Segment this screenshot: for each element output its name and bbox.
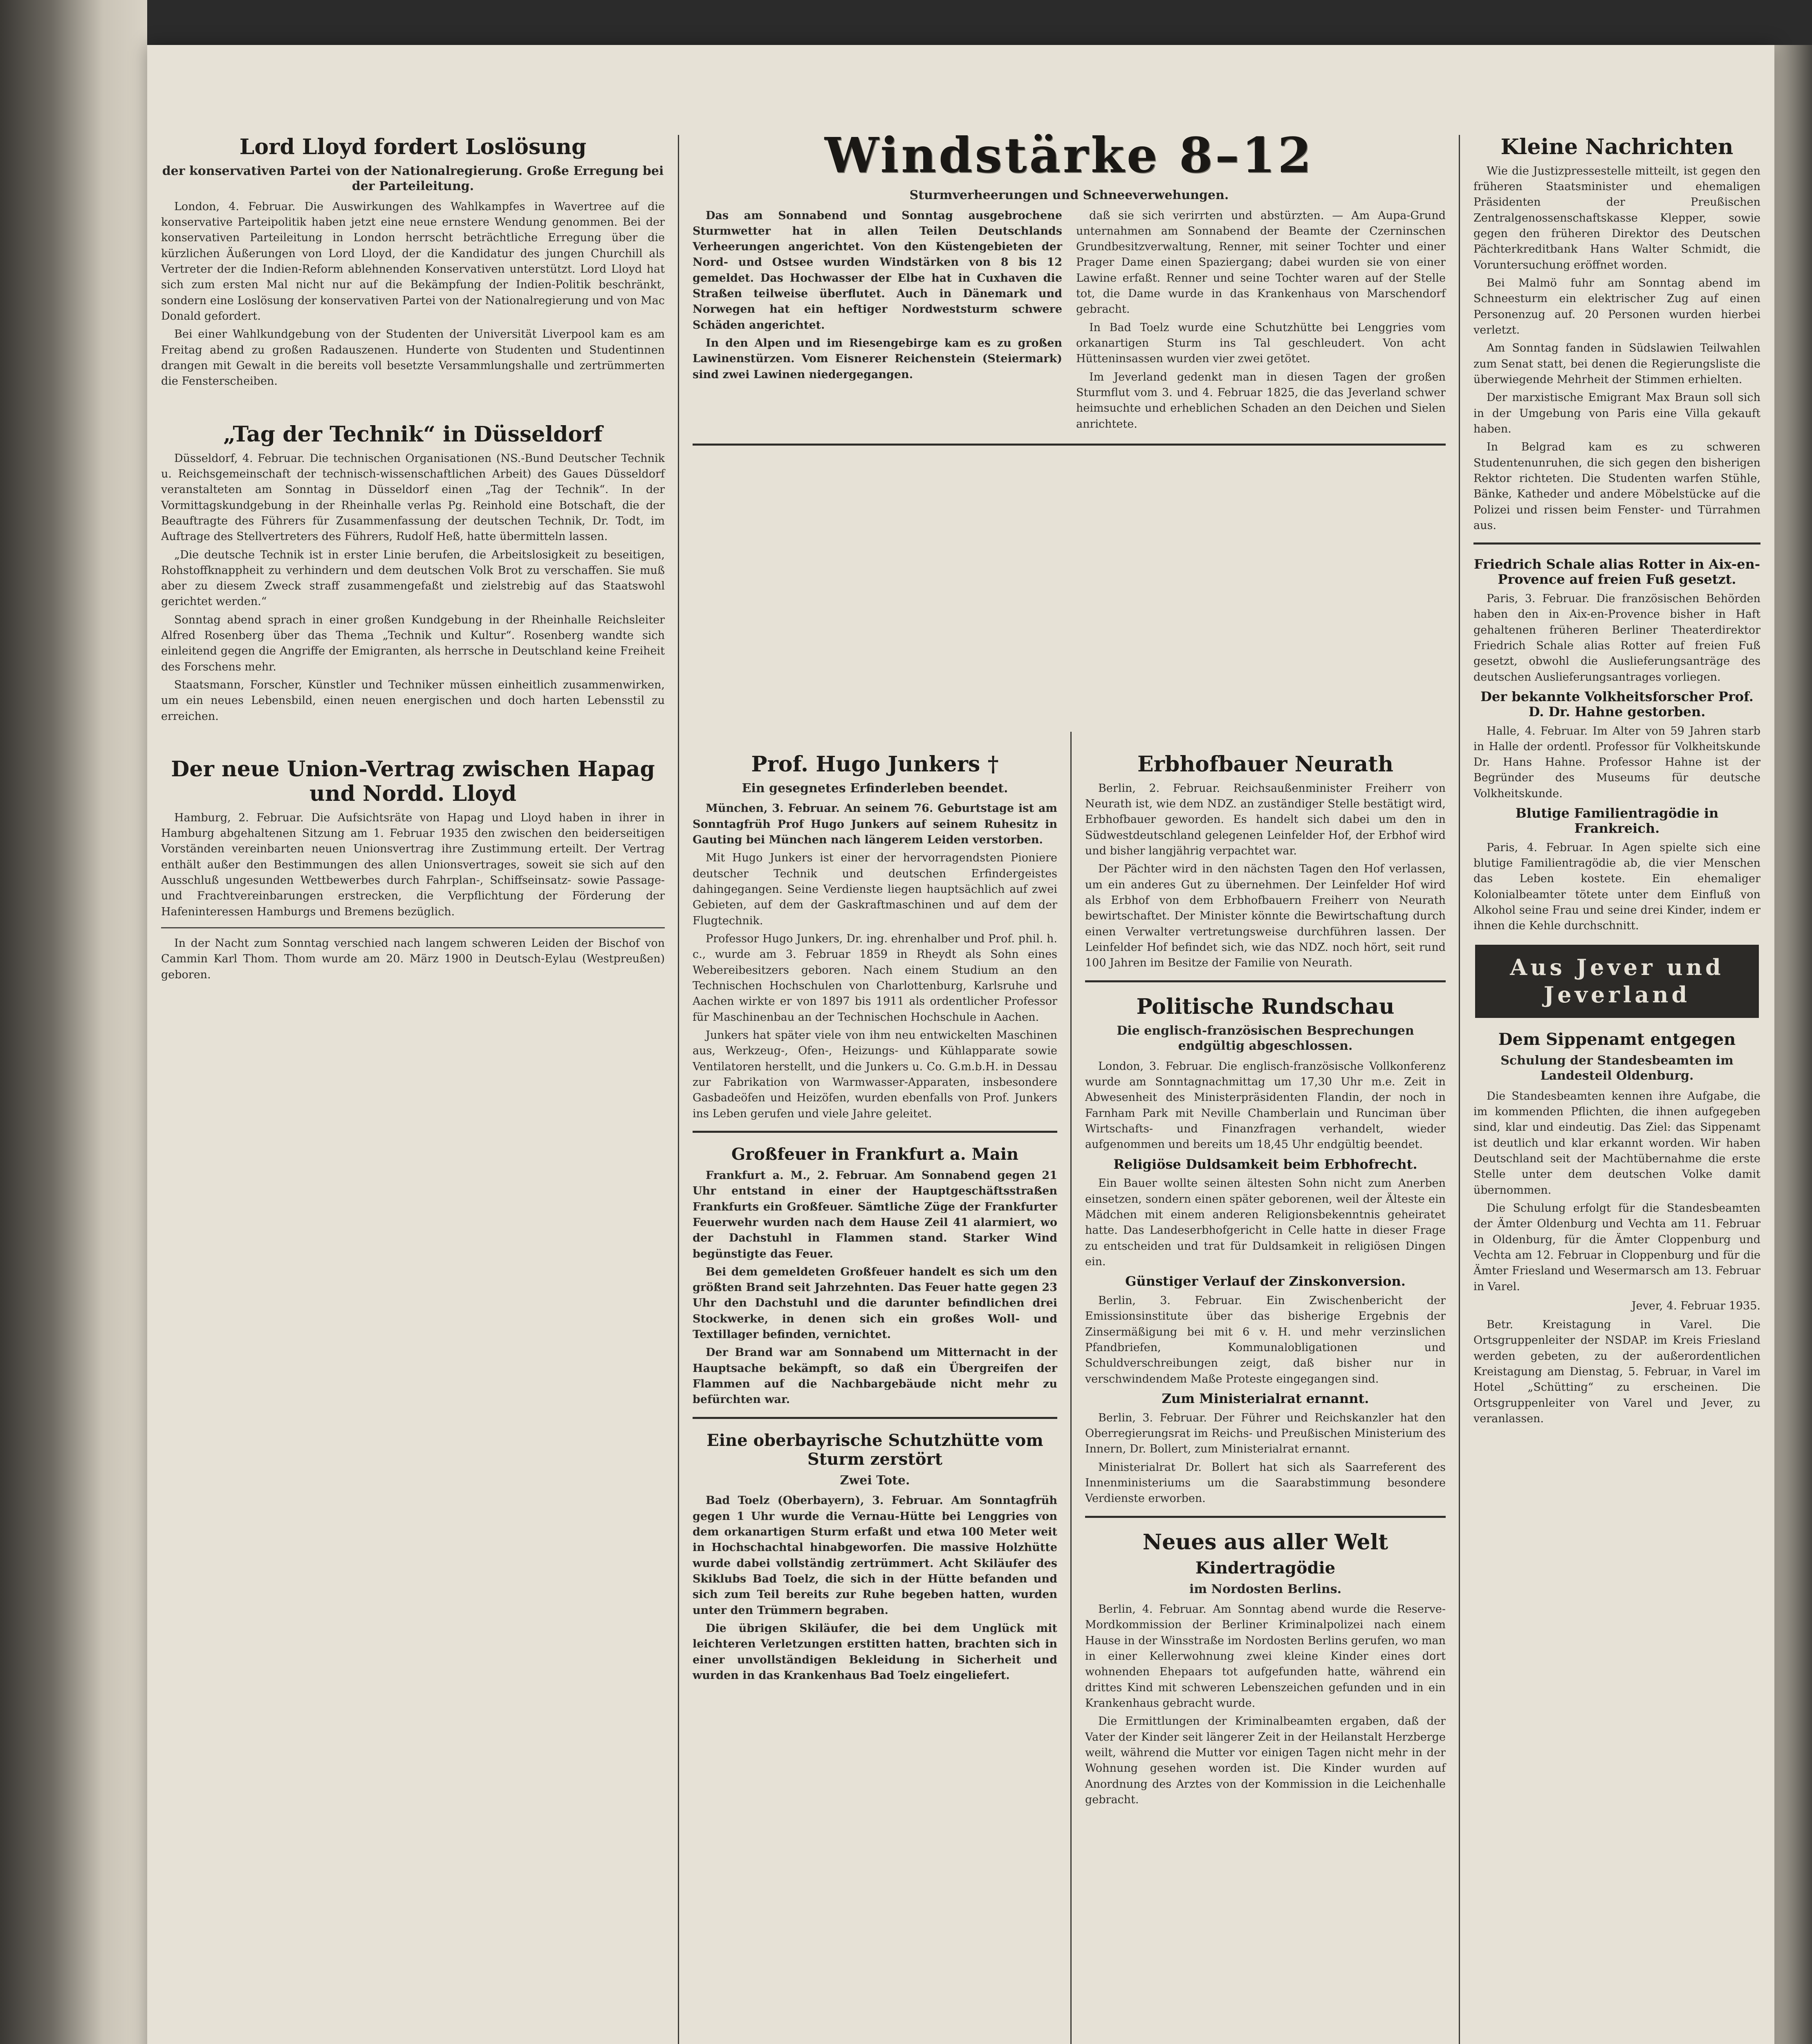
windstaerke-columns bbox=[693, 208, 1446, 435]
subheadline: der konservativen Partei von der Nationalregierung. Große Erregung bei der Parteileitung. bbox=[162, 164, 664, 194]
paragraph: Der Pächter wird in den nächsten Tagen den Hof verlassen, um ein anderes Gut zu übernehmen. Der Leinfelder Hof wird als Erbhof von dem Erbhofbauern Freiherr von Neurath bewirtschaftet. Der Minister könnte die Bewirtschaftung durch einen Verwalter vertretungsweise durchführen lassen. Der Leinfelder Hof befindet sich, wie das NDZ. noch hört, seit rund 100 Jahren im Besitze der Familie von Neurath. bbox=[1085, 863, 1446, 970]
paragraph: Sonntag abend sprach in einer großen Kundgebung in der Rheinhalle Reichsleiter Alfred Rosenberg über das Thema „Technik und Kultur“. Rosenberg wandte sich einleitend gegen die Angriffe der Emigranten, als herrsche in Deutschland keine Freiheit des Forschens mehr. bbox=[161, 613, 665, 673]
section-banner-jever: Aus Jever und Jeverland bbox=[1475, 945, 1759, 1018]
paragraph: Die Standesbeamten kennen ihre Aufgabe, die im kommenden Pflichten, die ihnen aufgegeben sind, klar und eindeutig. Das Ziel: das Sippenamt ist deutlich und klar erkannt worden. Wir haben Deutschland seit der Machtübernahme die erste Stelle unter dem deutschen Volke damit übernommen. bbox=[1473, 1089, 1760, 1197]
paragraph: Professor Hugo Junkers, Dr. ing. ehrenhalber und Prof. phil. h. c., wurde am 3. Februar 1859 in Rheydt als Sohn eines Webereibesitzers geboren. Nach einem Studium an den Technischen Hochschulen von Charlottenburg, Karlsruhe und Aachen wirkte er von 1897 bis 1911 als ordentlicher Professor für Maschinenbau an der Technischen Hochschule in Aachen. bbox=[693, 932, 1057, 1024]
headline: Eine oberbayrische Schutzhütte vom Sturm zerstört bbox=[706, 1430, 1043, 1469]
paragraph: Die Schulung erfolgt für die Standesbeamten der Ämter Oldenburg und Vechta am 11. Februar in Oldenburg, für die Ämter Cloppenburg und Vechta am 12. Februar in Cloppenburg und für die Ämter Friesland und Wesermarsch am 13. Februar in Varel. bbox=[1473, 1202, 1760, 1293]
paragraph: „Die deutsche Technik ist in erster Linie berufen, die Arbeitslosigkeit zu beseitigen, Rohstoffknappheit zu verhindern und dem deutschen Volk Brot zu verschaffen. Sie muß aber zu diesem Zweck straff zusammengefaßt und zielstrebig auf das Staatswohl gerichtet werden.“ bbox=[161, 548, 665, 608]
paragraph: Düsseldorf, 4. Februar. Die technischen Organisationen (NS.-Bund Deutscher Technik u. Reichsgemeinschaft der technisch-wissenschaftlichen Arbeit) des Gaues Düsseldorf veranstalteten am Sonntag in Düsseldorf einen „Tag der Technik“. In der Vormittagskundgebung in der Rheinhalle verlas Pg. Reinhold eine Botschaft, die der Beauftragte des Führers für Zusammenfassung der deutschen Technik, Dr. Todt, im Auftrage des Stellvertreters des Führers, Rudolf Heß, hatte übermitteln lassen. bbox=[161, 452, 665, 543]
paragraph: Wie die Justizpressestelle mitteilt, ist gegen den früheren Staatsminister und ehemaligen Präsidenten der Preußischen Zentralgenossenschaftskasse Klepper, sowie gegen den früheren Direktor des Deutschen Pächterkreditbank Hans Walter Schmidt, die Voruntersuchung eröffnet worden. bbox=[1473, 164, 1760, 271]
paragraph: Berlin, 2. Februar. Reichsaußenminister Freiherr von Neurath ist, wie dem NDZ. an zuständiger Stelle bestätigt wird, Erbhofbauer geworden. Es handelt sich dabei um den in Südwestdeutschland gelegenen Leinfelder Hof, der Erbhof wird und bisher langjährig verpachtet war. bbox=[1085, 782, 1446, 858]
paragraph: Ein Bauer wollte seinen ältesten Sohn nicht zum Anerben einsetzen, sondern einen später geborenen, weil der Älteste ein Mädchen mit einem anderen Religionsbekenntnis geheiratet hatte. Das Landeserbhofgericht in Celle hatte in dieser Frage zu entscheiden und trat für Duldsamkeit in religiösen Dingen ein. bbox=[1085, 1177, 1446, 1268]
headline: „Tag der Technik“ in Düsseldorf bbox=[223, 421, 603, 447]
article-junkers bbox=[693, 752, 1057, 1122]
subheadline: Sturmverheerungen und Schneeverwehungen. bbox=[909, 188, 1229, 202]
article-politische-rundschau bbox=[1085, 995, 1446, 1507]
dateline: Jever, 4. Februar 1935. bbox=[1631, 1299, 1760, 1312]
page-edge bbox=[1774, 45, 1812, 2044]
paragraph: Das am Sonnabend und Sonntag ausgebrochene Sturmwetter hat in allen Teilen Deutschlands Verheerungen angerichtet. Von den Küstengebieten der Nord- und Ostsee wurden Windstärken von 8 bis 12 gemeldet. Das Hochwasser der Elbe hat in Cuxhaven die Straßen teilweise überflutet. Auch in Dänemark und Norwegen hat ein heftiger Nordweststurm schwere Schäden angerichtet. bbox=[693, 209, 1062, 332]
paragraph: Berlin, 3. Februar. Der Führer und Reichskanzler hat den Oberregierungsrat im Reichs- und Preußischen Ministerium des Innern, Dr. Bollert, zum Ministerialrat ernannt. bbox=[1085, 1411, 1446, 1456]
subheadline: Die englisch-französischen Besprechungen endgültig abgeschlossen. bbox=[1117, 1023, 1414, 1053]
paragraph: In den Alpen und im Riesengebirge kam es zu großen Lawinenstürzen. Vom Eisnerer Reichenstein (Steiermark) sind zwei Lawinen niedergegangen. bbox=[693, 337, 1062, 381]
paragraph: Bei einer Wahlkundgebung von der Studenten der Universität Liverpool kam es am Freitag abend zu großen Radauszenen. Hunderte von Studenten und Studentinnen drangen mit Gewalt in die bereits voll besetzte Versammlungshalle und zertrümmerten die Fensterscheiben. bbox=[161, 328, 665, 388]
paragraph: London, 3. Februar. Die englisch-französische Vollkonferenz wurde am Sonntagnachmittag um 17,30 Uhr m.e. Zeit in Abwesenheit des Ministerpräsidenten Flandin, der noch in Farnham Park mit Neville Chamberlain und Runciman über Wirtschafts- und Finanzfragen verhandelt, wieder aufgenommen und bereits um 18,45 Uhr endgültig beendet. bbox=[1085, 1060, 1446, 1151]
book-spine bbox=[0, 0, 147, 2044]
headline: Erbhofbauer Neurath bbox=[1137, 752, 1394, 777]
article-erbhofbauer bbox=[1085, 752, 1446, 971]
paragraph: In Bad Toelz wurde eine Schutzhütte bei Lenggries vom orkanartigen Sturm ins Tal geschleudert. Von acht Hütteninsassen wurden vier zwei getötet. bbox=[1076, 321, 1446, 365]
article-union-vertrag bbox=[161, 757, 665, 983]
paragraph: Der Brand war am Sonnabend um Mitternacht in der Hauptsache bekämpft, so daß ein Übergreifen der Flammen auf die Nachbargebäude nicht mehr zu befürchten war. bbox=[693, 1346, 1057, 1406]
divider bbox=[1473, 542, 1760, 545]
paragraph: Paris, 4. Februar. In Agen spielte sich eine blutige Familientragödie ab, die vier Menschen das Leben kostete. Ein ehemaliger Kolonialbeamter tötete unter dem Einfluß von Alkohol seine Frau und seine drei Kinder, indem er ihnen die Kehle durchschnitt. bbox=[1473, 841, 1760, 932]
paragraph: Bad Toelz (Oberbayern), 3. Februar. Am Sonntagfrüh gegen 1 Uhr wurde die Vernau-Hütte bei Lenggries von dem orkanartigen Sturm erfaßt und etwa 100 Meter weit in Hochschachtal hinabgeworfen. Die massive Holzhütte wurde dabei vollständig zertrümmert. Acht Skiläufer des Skiklubs Bad Toelz, die sich in der Hütte befanden und sich zum Teil bereits zur Ruhe begeben hatten, wurden unter den Trümmern begraben. bbox=[693, 1494, 1057, 1617]
section-heading: Günstiger Verlauf der Zinskonversion. bbox=[1125, 1273, 1406, 1289]
windstaerke-left bbox=[693, 208, 1062, 435]
article-schale bbox=[1473, 557, 1760, 934]
paragraph: Berlin, 3. Februar. Ein Zwischenbericht der Emissionsinstitute über das bisherige Ergebnis der Zinsermäßigung bei mit 6 v. H. und mehr verzinslichen Pfandbriefen, Kommunalobligationen und Schuldverschreibungen zeigt, daß bisher nur in verschwindendem Maße Proteste eingegangen sind. bbox=[1085, 1294, 1446, 1385]
subheadline: Schulung der Standesbeamten im Landesteil Oldenburg. bbox=[1500, 1053, 1734, 1083]
paragraph: Berlin, 4. Februar. Am Sonntag abend wurde die Reserve-Mordkommission der Berliner Kriminalpolizei nach einem Hause in der Winsstraße im Nordosten Berlins gerufen, wo man in einer Kellerwohnung zwei kleine Kinder eines dort wohnenden Ehepaars tot aufgefunden hatte, während ein drittes Kind mit schweren Lebenszeichen gefunden und in ein Krankenhaus gebracht wurde. bbox=[1085, 1603, 1446, 1710]
paragraph: Frankfurt a. M., 2. Februar. Am Sonnabend gegen 21 Uhr entstand in einer der Hauptgeschäftsstraßen Frankfurts ein Großfeuer. Sämtliche Züge der Frankfurter Feuerwehr wurden nach dem Hause Zeil 41 alarmiert, wo der Dachstuhl in Flammen stand. Starker Wind begünstigte das Feuer. bbox=[693, 1169, 1057, 1260]
column-2 bbox=[679, 740, 1071, 2044]
article-lord-lloyd bbox=[161, 135, 665, 390]
paragraph: Junkers hat später viele von ihm neu entwickelten Maschinen aus, Werkzeug-, Ofen-, Heizungs- und Kühlapparate sowie Ventilatoren herstellt, und die Junkers u. Co. G.m.b.H. in Dessau zur Fabrikation von Warmwasser-Apparaten, insbesondere Gasbadeöfen und Heizöfen, wurden ebenfalls von Prof. Junkers ins Leben gerufen und viele Jahre geleitet. bbox=[693, 1029, 1057, 1120]
article-kleine-nachrichten bbox=[1473, 135, 1760, 533]
paragraph: Am Sonntag fanden in Südslawien Teilwahlen zum Senat statt, bei denen die Regierungsliste die überwiegende Mehrheit der Stimmen erhielten. bbox=[1473, 342, 1760, 386]
paragraph: Staatsmann, Forscher, Künstler und Techniker müssen einheitlich zusammenwirken, um ein neues Lebensbild, einen neuen energischen und doch harten Lebensstil zu erreichen. bbox=[161, 679, 665, 723]
paragraph: Betr. Kreistagung in Varel. Die Ortsgruppenleiter der NSDAP. im Kreis Friesland werden gebeten, zu der außerordentlichen Kreistagung am Dienstag, 5. Februar, in Varel im Hotel „Schütting“ zu erscheinen. Die Ortsgruppenleiter von Varel und Jever, zu veranlassen. bbox=[1473, 1318, 1760, 1425]
paragraph: In der Nacht zum Sonntag verschied nach langem schweren Leiden der Bischof von Cammin Karl Thom. Thom wurde am 20. März 1900 in Deutsch-Eylau (Westpreußen) geboren. bbox=[161, 937, 665, 981]
headline: Lord Lloyd fordert Loslösung bbox=[239, 134, 587, 159]
paragraph: Die Ermittlungen der Kriminalbeamten ergaben, daß der Vater der Kinder seit längerer Zeit in der Heilanstalt Herzberge weilt, während die Mutter vor einigen Tagen nicht mehr in der Wohnung gesehen worden ist. Die Kinder wurden auf Anordnung des Arztes von der Kommission in die Leichenhalle gebracht. bbox=[1085, 1715, 1446, 1806]
headline-windstaerke: Windstärke 8–12 bbox=[824, 127, 1314, 184]
paragraph: Bei Malmö fuhr am Sonntag abend im Schneesturm ein elektrischer Zug auf einen Personenzug auf. 20 Personen wurden hierbei verletzt. bbox=[1473, 277, 1760, 337]
paragraph: Im Jeverland gedenkt man in diesen Tagen der großen Sturmflut vom 3. und 4. Februar 1825, die das Jeverland schwer heimsuchte und erheblichen Schaden an den Deichen und Sielen anrichtete. bbox=[1076, 370, 1446, 430]
headline: Der neue Union-Vertrag zwischen Hapag und Nordd. Lloyd bbox=[171, 757, 655, 806]
paragraph: Bei dem gemeldeten Großfeuer handelt es sich um den größten Brand seit Jahrzehnten. Das Feuer hatte gegen 23 Uhr den Dachstuhl und die darunter befindlichen drei Stockwerke, in denen sich ein großes Woll- und Textillager befinden, vernichtet. bbox=[693, 1265, 1057, 1341]
divider bbox=[161, 927, 665, 928]
article-schutzhuette bbox=[693, 1431, 1057, 1683]
paragraph: Halle, 4. Februar. Im Alter von 59 Jahren starb in Halle der ordentl. Professor für Volkheitskunde Dr. Hans Hahne. Professor Hahne ist der Begründer des Museums für deutsche Volkheitskunde. bbox=[1473, 724, 1760, 800]
column-1 bbox=[147, 45, 679, 2044]
windstaerke-right bbox=[1076, 208, 1446, 435]
headline: Neues aus aller Welt bbox=[1142, 1529, 1388, 1555]
paragraph: In Belgrad kam es zu schweren Studentenunruhen, die sich gegen den bisherigen Rektor richteten. Die Studenten warfen Stühle, Bänke, Katheder und andere Möbelstücke auf die Polizei und rissen beim Fenster- und Türrahmen aus. bbox=[1473, 441, 1760, 532]
column-4 bbox=[1460, 45, 1774, 2044]
section-heading: Blutige Familientragödie in Frankreich. bbox=[1515, 805, 1719, 836]
divider bbox=[1085, 1516, 1446, 1518]
column-3 bbox=[1071, 740, 1460, 2044]
paragraph: Der marxistische Emigrant Max Braun soll sich in der Umgebung von Paris eine Villa gekauft haben. bbox=[1473, 391, 1760, 436]
subheadline: Ein gesegnetes Erfinderleben beendet. bbox=[742, 781, 1008, 796]
article-tag-der-technik bbox=[161, 422, 665, 724]
section-heading: Friedrich Schale alias Rotter in Aix-en-Provence auf freien Fuß gesetzt. bbox=[1473, 556, 1760, 587]
subheadline: Zwei Tote. bbox=[840, 1473, 910, 1488]
article-neues-aus-aller-welt bbox=[1085, 1530, 1446, 1808]
headline: Großfeuer in Frankfurt a. Main bbox=[731, 1144, 1019, 1164]
divider bbox=[693, 1131, 1057, 1133]
headline: Kleine Nachrichten bbox=[1500, 134, 1734, 159]
divider bbox=[693, 1417, 1057, 1419]
paragraph: Hamburg, 2. Februar. Die Aufsichtsräte von Hapag und Lloyd haben in ihrer in Hamburg abgehaltenen Sitzung am 1. Februar 1935 den zwischen den beiderseitigen Vorständen vereinbarten neuen Unionsvertrag ihre Zustimmung erteilt. Der Vertrag enthält außer den Bestimmungen des allen Unionsvertrages, soweit sie sich auf den Ausschluß ungesunden Wettbewerbes durch Fahrplan-, Schiffseinsatz- sowie Passage- und Frachtvereinbarungen erstrecken, die Verpflichtung der Förderung der Hafeninteressen Hamburgs und Bremens bezüglich. bbox=[161, 811, 665, 918]
paragraph: München, 3. Februar. An seinem 76. Geburtstage ist am Sonntagfrüh Prof Hugo Junkers auf seinem Ruhesitz in Gauting bei München nach längerem Leiden verstorben. bbox=[693, 802, 1057, 846]
paragraph: Die übrigen Skiläufer, die bei dem Unglück mit leichteren Verletzungen erstitten hatten, brachten sich in einer unvollständigen Bekleidung in Sicherheit und wurden in das Krankenhaus Bad Toelz eingeliefert. bbox=[693, 1622, 1057, 1682]
article-grossfeuer bbox=[693, 1145, 1057, 1408]
newspaper-page bbox=[147, 45, 1774, 2044]
headline: Politische Rundschau bbox=[1136, 994, 1395, 1019]
paragraph: Mit Hugo Junkers ist einer der hervorragendsten Pioniere deutscher Technik und deutschen Erfindergeistes dahingegangen. Seine Verdienste liegen hauptsächlich auf zwei Gebieten, auf dem der Gaskraftmaschinen und auf dem der Flugtechnik. bbox=[693, 852, 1057, 927]
paragraph: Paris, 3. Februar. Die französischen Behörden haben den in Aix-en-Provence bisher in Haft gehaltenen früheren Berliner Theaterdirektor Friedrich Schale alias Rotter auf freien Fuß gesetzt, obwohl die Auslieferungsanträge des deutschen Auslieferungsantrages vorliegen. bbox=[1473, 592, 1760, 684]
section-heading: Religiöse Duldsamkeit beim Erbhofrecht. bbox=[1113, 1156, 1417, 1172]
paragraph: daß sie sich verirrten und abstürzten. — Am Aupa-Grund unternahmen am Sonnabend der Beamte der Czerninschen Grundbesitzverwaltung, Renner, mit seiner Tochter und einer Prager Dame einen Spaziergang; dabei wurden sie von einer Lawine erfaßt. Renner und seine Tochter waren auf der Stelle tot, die Dame wurde in das Krankenhaus von Marschendorf gebracht. bbox=[1076, 209, 1446, 316]
headline: Kindertragödie bbox=[1195, 1558, 1336, 1578]
divider bbox=[1085, 980, 1446, 982]
section-heading: Der bekannte Volkheitsforscher Prof. D. Dr. Hahne gestorben. bbox=[1480, 688, 1754, 719]
paragraph: London, 4. Februar. Die Auswirkungen des Wahlkampfes in Wavertree auf die konservative Parteipolitik haben jetzt eine neue ernstere Wendung genommen. Bei der konservativen Parteileitung in London herrscht beträchtliche Erregung über die kürzlichen Äußerungen von Lord Lloyd, der die Kandidatur des jungen Churchill als Vertreter der die Indien-Reform ablehnenden Konservativen unterstützt. Lord Lloyd hat sich zum ersten Mal nicht nur auf die Bekämpfung der Indien-Politik beschränkt, sondern eine Loslösung der konservativen Partei von der Nationalregierung und von Mac Donald gefordert. bbox=[161, 200, 665, 323]
headline: Dem Sippenamt entgegen bbox=[1498, 1029, 1736, 1049]
section-heading: Zum Ministerialrat ernannt. bbox=[1162, 1391, 1369, 1407]
paragraph: Ministerialrat Dr. Bollert hat sich als Saarreferent des Innenministeriums um die Saarabstimmung besondere Verdienste erworben. bbox=[1085, 1461, 1446, 1505]
subheadline: im Nordosten Berlins. bbox=[1189, 1582, 1342, 1596]
article-sippenamt bbox=[1473, 1030, 1760, 1427]
divider bbox=[693, 444, 1446, 446]
headline: Prof. Hugo Junkers † bbox=[751, 752, 999, 777]
